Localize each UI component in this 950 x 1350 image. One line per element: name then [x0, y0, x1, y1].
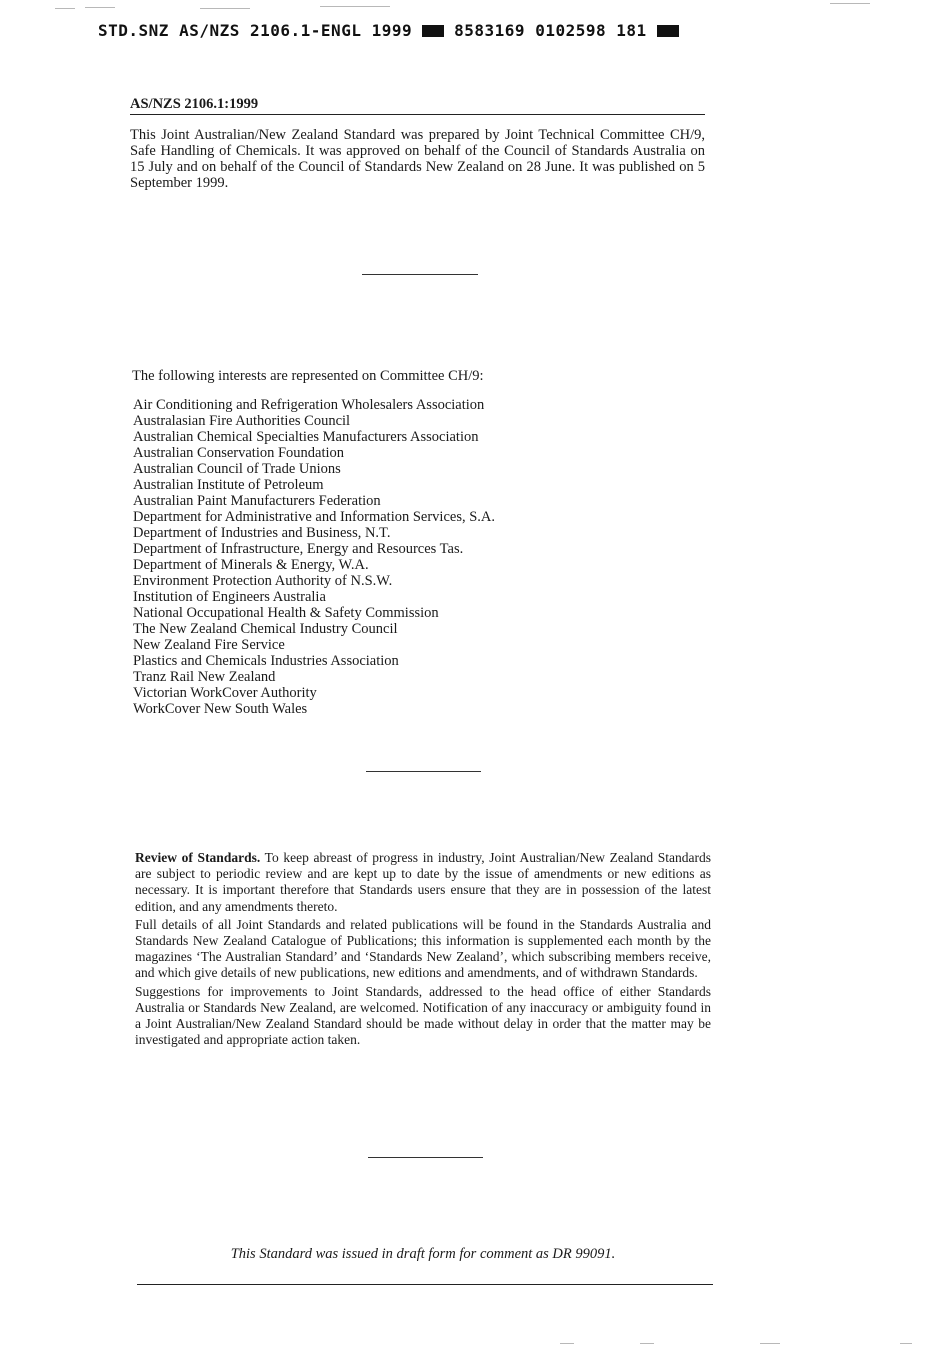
scan-mark: [760, 1343, 780, 1344]
interest-item: Plastics and Chemicals Industries Association: [133, 653, 399, 669]
scan-mark: [640, 1343, 654, 1344]
scan-mark: [320, 6, 390, 7]
interest-item: Australian Chemical Specialties Manufacturers Association: [133, 429, 479, 445]
scan-mark: [200, 8, 250, 9]
review-paragraph: [135, 850, 711, 915]
intro-paragraph: This Joint Australian/New Zealand Standard was prepared by Joint Technical Committee CH/9, Safe Handling of Chemicals. It was approved on behalf of the Council of Standards Australia on 15 July and on behalf of the Council of Standards New Zealand on 28 June. It was published on 5 September 1999.: [130, 127, 705, 191]
interest-item: Department of Infrastructure, Energy and Resources Tas.: [133, 541, 464, 557]
section-divider: [362, 274, 478, 275]
review-paragraph-body: To keep abreast of progress in industry, Joint Australian/New Zealand Standards are subject to periodic review and are kept up to date by the issue of amendments or new editions as necessary. It is important therefore that Standards users ensure that they are in possession of the latest edition, and any amendments thereto.: [135, 850, 711, 914]
interest-item: The New Zealand Chemical Industry Council: [133, 621, 398, 637]
standard-number: AS/NZS 2106.1:1999: [130, 96, 259, 112]
scan-mark: [55, 8, 75, 9]
interest-item: New Zealand Fire Service: [133, 637, 285, 653]
interest-item: Department of Minerals & Energy, W.A.: [133, 557, 369, 573]
interests-list: [133, 397, 495, 717]
interest-item: Environment Protection Authority of N.S.W.: [133, 573, 393, 589]
interest-item: Australasian Fire Authorities Council: [133, 413, 351, 429]
interest-item: Australian Institute of Petroleum: [133, 477, 324, 493]
interest-item: Australian Council of Trade Unions: [133, 461, 341, 477]
interest-item: Australian Conservation Foundation: [133, 445, 345, 461]
scan-mark: [830, 3, 870, 4]
interest-item: National Occupational Health & Safety Commission: [133, 605, 439, 621]
title-rule: [130, 114, 705, 115]
scan-mark: [85, 7, 115, 8]
section-divider: [368, 1157, 483, 1158]
interest-item: Victorian WorkCover Authority: [133, 685, 317, 701]
section-divider: [366, 771, 481, 772]
interest-item: Department of Industries and Business, N.T.: [133, 525, 391, 541]
interest-item: Australian Paint Manufacturers Federation: [133, 493, 381, 509]
stamp-right-text: 8583169 0102598 181: [454, 21, 647, 40]
interest-item: Institution of Engineers Australia: [133, 589, 326, 605]
suggestions-paragraph: Suggestions for improvements to Joint Standards, addressed to the head office of either Standards Australia or Standards New Zealand, are welcomed. Notification of any inaccuracy or ambiguity found in a Joint Australian/New Zealand Standard should be made without delay in order that the matter may be investigated and appropriate action taken.: [135, 983, 711, 1048]
review-heading: Review of Standards.: [135, 850, 261, 865]
review-section: [135, 850, 711, 1050]
draft-note: This Standard was issued in draft form for comment as DR 99091.: [230, 1246, 616, 1262]
bottom-rule: [137, 1284, 713, 1285]
interest-item: WorkCover New South Wales: [133, 701, 308, 717]
stamp-block: [422, 25, 444, 37]
scan-mark: [900, 1343, 912, 1344]
interests-heading: The following interests are represented on Committee CH/9:: [132, 368, 484, 384]
scan-mark: [560, 1343, 574, 1344]
interest-item: Air Conditioning and Refrigeration Wholesalers Association: [133, 397, 485, 413]
interest-item: Department for Administrative and Information Services, S.A.: [133, 509, 496, 525]
stamp-block: [657, 25, 679, 37]
header-stamp: [98, 21, 679, 40]
stamp-left-text: STD.SNZ AS/NZS 2106.1-ENGL 1999: [98, 21, 413, 40]
interest-item: Tranz Rail New Zealand: [133, 669, 276, 685]
catalogue-paragraph: Full details of all Joint Standards and related publications will be found in the Standards Australia and Standards New Zealand Catalogue of Publications; this information is supplemented each month by the magazines ‘The Australian Standard’ and ‘Standards New Zealand’, which subscribing members receive, and which give details of new publications, new editions and amendments, and of withdrawn Standards.: [135, 916, 711, 981]
